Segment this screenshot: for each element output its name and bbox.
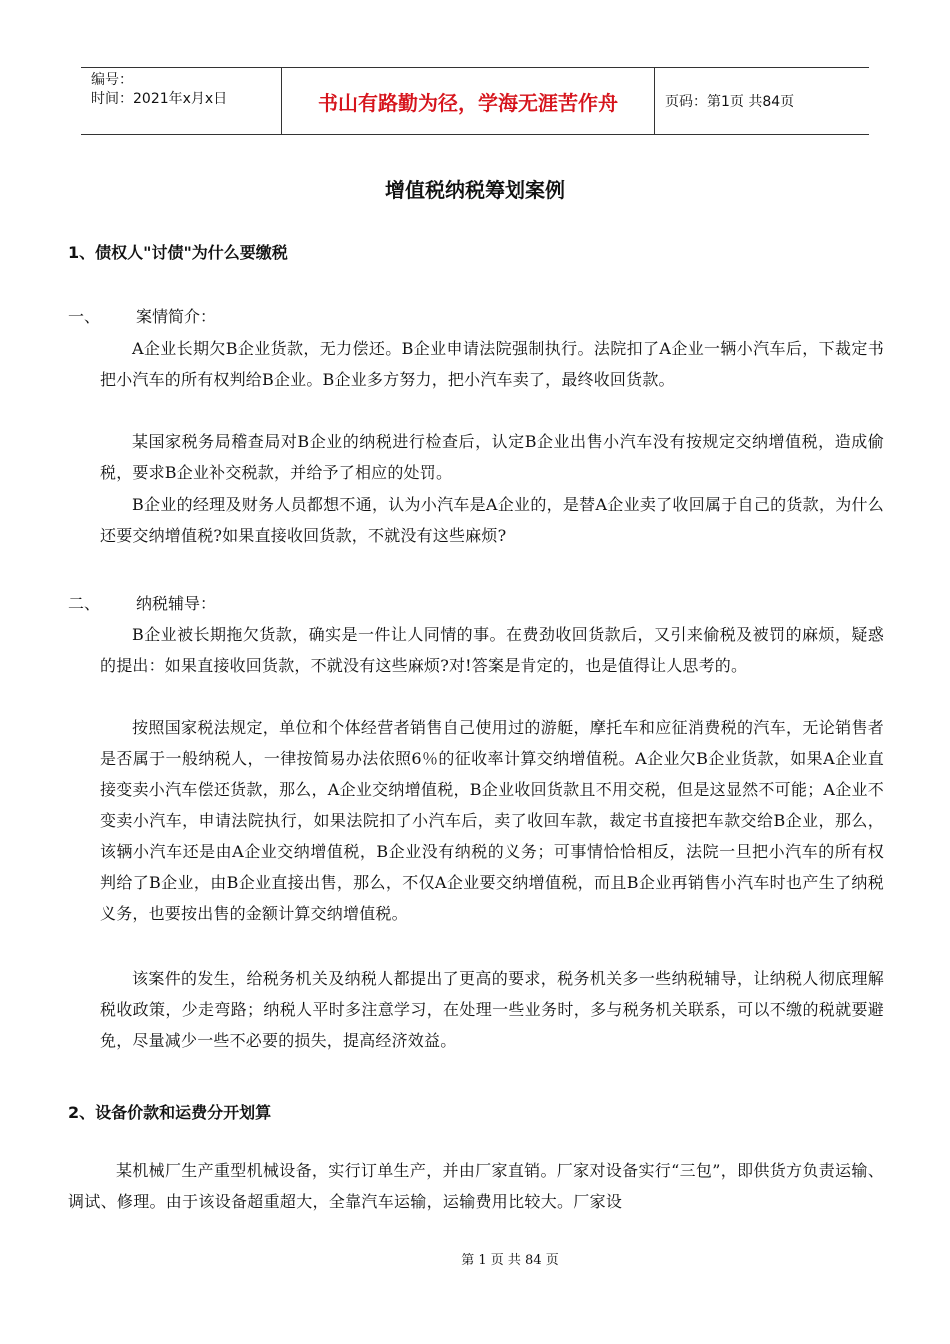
sub2-label: 纳税辅导： <box>136 594 217 613</box>
paragraph: 该案件的发生，给税务机关及纳税人都提出了更高的要求，税务机关多一些纳税辅导，让纳税人彻底理解税收政策，少走弯路；纳税人平时多注意学习，在处理一些业务时，多与税务机关联系，可以不缴的税就要避免，尽量减少一些不必要的损失，提高经济效益。 <box>100 969 884 1050</box>
header-meta <box>81 68 281 134</box>
paragraph: A企业长期欠B企业货款，无力偿还。B企业申请法院强制执行。法院扣了A企业一辆小汽车后，下裁定书把小汽车的所有权判给B企业。B企业多方努力，把小汽车卖了，最终收回货款。 <box>100 339 884 389</box>
paragraph: 某国家税务局稽查局对B企业的纳税进行检查后，认定B企业出售小汽车没有按规定交纳增值税，造成偷税，要求B企业补交税款，并给予了相应的处罚。 <box>100 432 884 482</box>
section1-sub2 <box>68 591 216 614</box>
date-label: 时间：2021年x月x日 <box>91 91 228 107</box>
paragraph: 某机械厂生产重型机械设备，实行订单生产，并由厂家直销。厂家对设备实行“三包”，即供货方负责运输、调试、修理。由于该设备超重超大，全靠汽车运输，运输费用比较大。厂家设 <box>68 1161 884 1211</box>
section1-heading: 1、债权人"讨债"为什么要缴税 <box>68 243 288 262</box>
section2-heading: 2、设备价款和运费分开划算 <box>68 1103 272 1122</box>
header-motto: 书山有路勤为径，学海无涯苦作舟 <box>281 68 655 134</box>
page-header <box>81 67 869 135</box>
sub2-number: 二、 <box>68 594 101 613</box>
section1-sub1 <box>68 304 216 327</box>
sub1-number: 一、 <box>68 307 101 326</box>
sub1-label: 案情简介： <box>136 307 217 326</box>
header-page-info: 页码：第1页 共84页 <box>665 94 795 110</box>
document-title: 增值税纳税筹划案例 <box>385 178 565 202</box>
paragraph: B企业的经理及财务人员都想不通，认为小汽车是A企业的，是替A企业卖了收回属于自己的货款，为什么还要交纳增值税?如果直接收回货款，不就没有这些麻烦? <box>100 495 884 545</box>
paragraph: 按照国家税法规定，单位和个体经营者销售自己使用过的游艇，摩托车和应征消费税的汽车，无论销售者是否属于一般纳税人，一律按简易办法依照6％的征收率计算交纳增值税。A企业欠B企业货款，如果A企业直接变卖小汽车偿还货款，那么，A企业交纳增值税，B企业收回货款且不用交税，但是这显然不可能；A企业不变卖小汽车，申请法院执行，如果法院扣了小汽车后，卖了收回车款，裁定书直接把车款交给B企业，那么，该辆小汽车还是由A企业交纳增值税，B企业没有纳税的义务；可事情恰恰相反，法院一旦把小汽车的所有权判给了B企业，由B企业直接出售，那么，不仅A企业要交纳增值税，而且B企业再销售小汽车时也产生了纳税义务，也要按出售的金额计算交纳增值税。 <box>100 718 884 923</box>
page-footer: 第 1 页 共 84 页 <box>461 1253 559 1268</box>
number-label: 编号： <box>91 72 133 88</box>
paragraph: B企业被长期拖欠货款，确实是一件让人同情的事。在费劲收回货款后，又引来偷税及被罚的麻烦，疑惑的提出：如果直接收回货款，不就没有这些麻烦?对!答案是肯定的，也是值得让人思考的。 <box>100 625 884 675</box>
